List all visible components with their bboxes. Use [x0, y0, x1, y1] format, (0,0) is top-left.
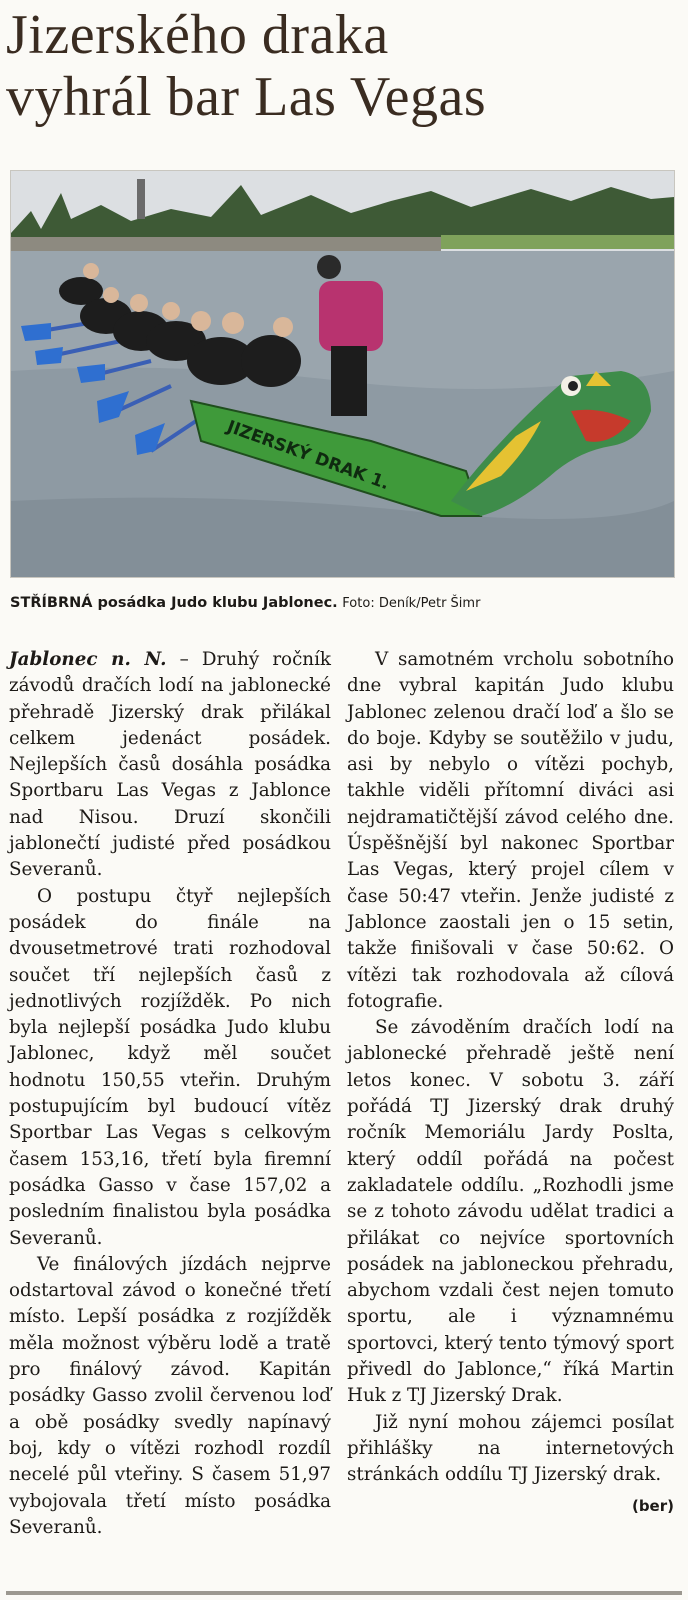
paragraph-text: Již nyní mohou zájemci posílat přihlášky na internetových stránkách oddílu TJ Jizerský drak. — [347, 1411, 674, 1486]
paragraph: V samotném vrcholu sobotního dne vybral kapitán Judo klubu Jablonec zelenou dračí loď a šlo se do boje. Kdyby se soutěžilo v judu, asi by nebylo o vítězi pochyb, takhle viděli přítomní diváci asi nejdramatičtější závod celého dne. Úspěšnější byl nakonec Sportbar Las Vegas, který projel cílem v čase 50:47 vteřin. Jenže judisté z Jablonce zaostali jen o 15 setin, takže finišovali v čase 50:62. O vítězi tak rozhodovala až cílová fotografie. — [347, 649, 674, 1012]
dateline: Jablonec n. N. — [9, 649, 167, 670]
boat-label: JIZERSKÝ DRAK 1. — [224, 416, 392, 495]
photo-caption — [10, 595, 673, 611]
paragraph: Se závoděním dračích lodí na jablonecké přehradě ještě není letos konec. V sobotu 3. září pořádá TJ Jizerský drak druhý ročník Memoriálu Jardy Poslta, který oddíl pořádá na počest zakladatele oddílu. „Rozhodli jsme se z tohoto závodu udělat tradici a přilákat co nejvíce sportovních posádek na jabloneckou přehradu, abychom vzdali čest nejen tomuto sportu, ale i významnému sportovci, který tento týmový sport přivedl do Jablonce,“ říká Martin Huk z TJ Jizerský Drak. — [347, 1017, 674, 1407]
paragraph: Ve finálových jízdách nejprve odstartoval závod o konečné třetí místo. Lepší posádka z rozjížděk měla možnost výběru lodě a tratě pro finálový závod. Kapitán posádky Gasso zvolil červenou loď a obě posádky svedly napínavý boj, kdy o vítězi rozhodl rozdíl necelé půl vteřiny. S časem 51,97 vybojovala třetí místo posádka Severanů. — [9, 1253, 331, 1538]
caption-title: STŘÍBRNÁ posádka Judo klubu Jablonec. — [10, 595, 338, 611]
paragraph: O postupu čtyř nejlepších posádek do finále na dvousetmetrové trati rozhodoval součet tří nejlepších časů z jednotlivých rozjížděk. Po nich byla nejlepší posádka Judo klubu Jablonec, když měl součet hodnotu 150,55 vteřin. Druhým postupujícím byl budoucí vítěz Sportbar Las Vegas s celkovým časem 153,16, třetí byla firemní posádka Gasso v čase 157,02 a posledním finalistou byla posádka Severanů. — [9, 885, 331, 1249]
paragraph-text: – Druhý ročník závodů dračích lodí na jablonecké přehradě Jizerský drak přilákal celkem jedenáct posádek. Nejlepších časů dosáhla posádka Sportbaru Las Vegas z Jablonce nad Nisou. Druzí skončili jablonečtí judisté před posádkou Severanů. — [9, 649, 332, 881]
headline-line-1: Jizerského draka — [6, 4, 389, 66]
article-column-right — [347, 647, 674, 1519]
article-column-left — [9, 647, 331, 1541]
paragraph — [9, 647, 331, 884]
photo-credit: Foto: Deník/Petr Šimr — [342, 596, 481, 611]
dragon-boat-photo — [11, 171, 674, 577]
headline-line-2: vyhrál bar Las Vegas — [6, 66, 487, 128]
bottom-divider — [6, 1591, 682, 1595]
article-headline — [6, 4, 682, 128]
article-photo — [10, 170, 675, 578]
paragraph — [347, 1410, 674, 1515]
author-byline: (ber) — [631, 1496, 674, 1515]
